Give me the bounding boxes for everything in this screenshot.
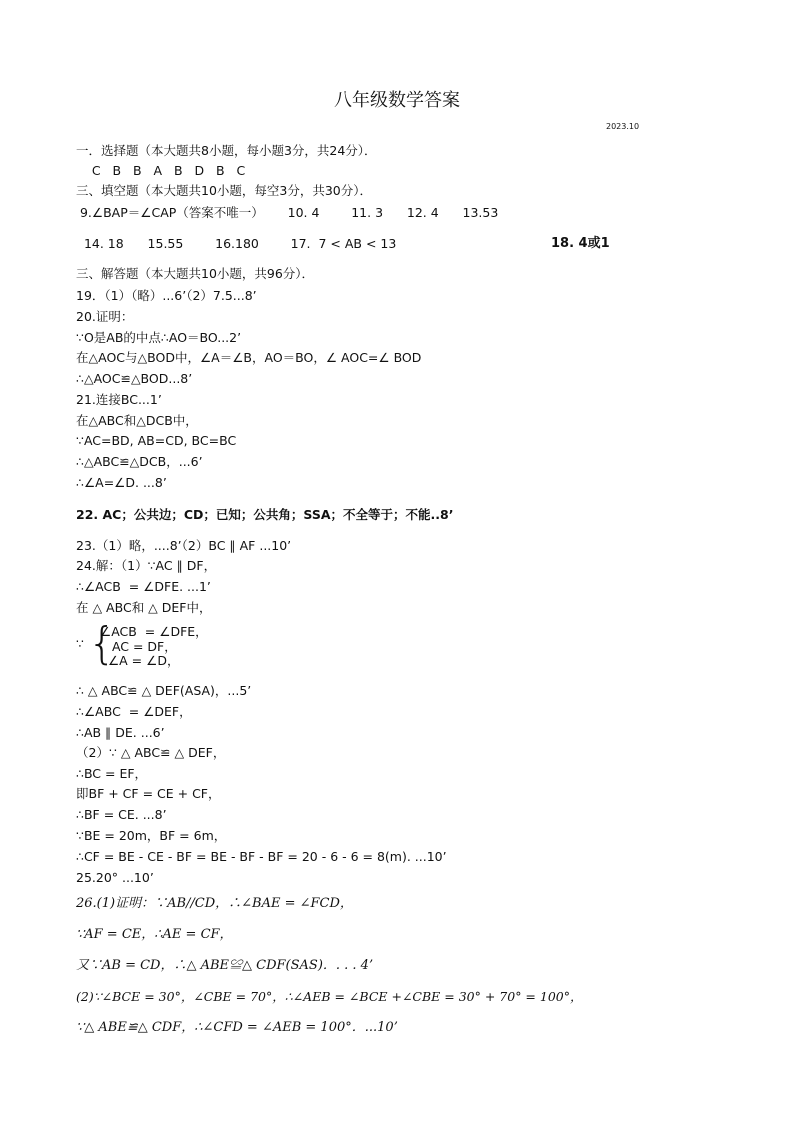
answer-21-line-1: 21.连接BC...1’ <box>76 392 162 407</box>
system-brace: { <box>88 618 116 669</box>
section-solve-heading: 三、解答题（本大题共10小题，共96分）． <box>76 266 315 281</box>
answer-19: 19．（1）（略）...6’（2）7.5...8’ <box>76 288 257 303</box>
answer-25: 25.20° ...10’ <box>76 870 154 885</box>
system-line-2: AC = DF， <box>104 639 177 654</box>
date-label: 2023.10 <box>606 122 640 131</box>
section-choice-heading: 一．选择题（本大题共8小题，每小题3分，共24分）． <box>76 143 377 158</box>
fill-answers-row-2: 14. 18 15.55 16.180 17. 7 < AB < 13 <box>76 236 397 251</box>
answer-26-line-3: 又∵AB = CD，∴△ ABE≌△ CDF(SAS)．. . . 4’ <box>76 958 374 973</box>
section-fill-heading: 三、填空题（本大题共10小题，每空3分，共30分）． <box>76 183 373 198</box>
answer-24-line-12: ∴CF = BE - CE - BF = BE - BF - BF = 20 - 6 - 6 = 8(m). ...10’ <box>76 849 447 864</box>
answer-24-line-4: ∴ △ ABC≌ △ DEF(ASA)，...5’ <box>76 683 252 698</box>
system-line-1: ∠ACB = ∠DFE， <box>100 624 208 639</box>
answer-24-line-3: 在 △ ABC和 △ DEF中， <box>76 600 212 615</box>
fill-answer-18: 18. 4或1 <box>551 236 610 251</box>
choice-answers: C B B A B D B C <box>76 163 246 178</box>
answer-24-line-9: 即BF + CF = CE + CF， <box>76 786 221 801</box>
answer-26-line-4: (2)∵∠BCE = 30°，∠CBE = 70°，∴∠AEB = ∠BCE +∠CBE = 30° + 70° = 100°， <box>76 989 583 1004</box>
answer-24-line-6: ∴AB ∥ DE. ...6’ <box>76 725 165 740</box>
system-line-3: ∠A = ∠D， <box>100 653 180 668</box>
answer-26-line-1: 26.(1)证明：∵AB//CD，∴∠BAE = ∠FCD， <box>76 896 353 911</box>
answer-20-line-2: 在△AOC与△BOD中，∠A＝∠B，AO＝BO，∠ AOC=∠ BOD <box>76 350 422 365</box>
answer-21-line-5: ∴∠A=∠D. ...8’ <box>76 475 167 490</box>
page-title: 八年级数学答案 <box>334 90 460 111</box>
because-sign: ∵ <box>76 636 84 651</box>
answer-20-line-1: ∵O是AB的中点∴AO＝BO...2’ <box>76 330 242 345</box>
answer-24-line-11: ∵BE = 20m，BF = 6m， <box>76 828 227 843</box>
answer-22: 22. AC；公共边；CD；已知；公共角；SSA；不全等于；不能..8’ <box>76 507 454 522</box>
fill-answers-row-1: 9.∠BAP＝∠CAP（答案不唯一） 10. 4 11. 3 12. 4 13.53 <box>76 205 499 220</box>
answer-24-line-8: ∴BC = EF， <box>76 766 148 781</box>
answer-20-line-3: ∴△AOC≌△BOD...8’ <box>76 371 193 386</box>
answer-20-title: 20.证明： <box>76 309 134 324</box>
answer-21-line-2: 在△ABC和△DCB中， <box>76 413 198 428</box>
answer-24-line-5: ∴∠ABC = ∠DEF， <box>76 704 192 719</box>
answer-26-line-5: ∵△ ABE≌△ CDF，∴∠CFD = ∠AEB = 100°．...10’ <box>76 1020 398 1035</box>
answer-21-line-4: ∴△ABC≌△DCB，...6’ <box>76 454 203 469</box>
answer-24-line-10: ∴BF = CE. ...8’ <box>76 807 167 822</box>
answer-24-line-2: ∴∠ACB = ∠DFE. ...1’ <box>76 579 211 594</box>
answer-24-line-7: （2）∵ △ ABC≌ △ DEF， <box>76 745 226 760</box>
answer-24-line-1: 24.解：（1）∵AC ∥ DF， <box>76 558 217 573</box>
answer-21-line-3: ∵AC=BD, AB=CD, BC=BC <box>76 433 237 448</box>
answer-26-line-2: ∵AF = CE，∴AE = CF， <box>76 927 233 942</box>
answer-23: 23.（1）略，....8’（2）BC ∥ AF ...10’ <box>76 538 292 553</box>
